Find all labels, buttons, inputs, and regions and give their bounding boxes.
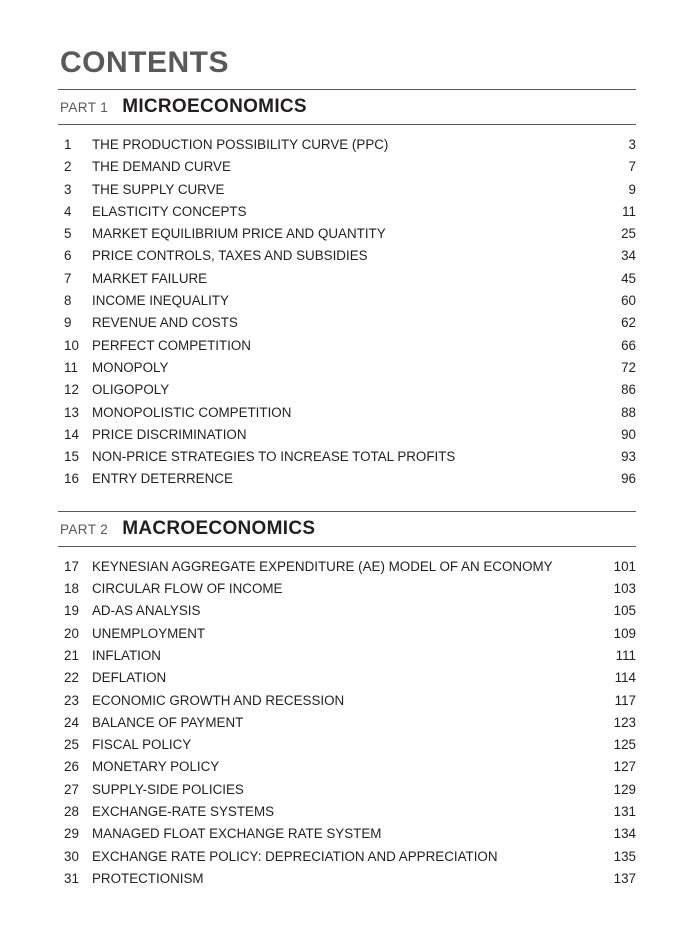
toc-entry-title: THE SUPPLY CURVE <box>92 181 225 197</box>
toc-entry-number: 11 <box>64 359 78 375</box>
toc-entry-page: 109 <box>613 625 636 641</box>
toc-entry-number: 16 <box>64 471 79 487</box>
toc-entry[interactable] <box>58 734 636 756</box>
toc-entry-page: 66 <box>621 337 636 353</box>
toc-entry[interactable] <box>58 379 636 401</box>
toc-entry[interactable] <box>58 645 636 667</box>
toc-entry-page: 90 <box>621 426 636 442</box>
section-spacer <box>58 491 636 505</box>
toc-entry[interactable] <box>58 268 636 290</box>
toc-entry-title: REVENUE AND COSTS <box>92 315 238 331</box>
toc-entry-title: PRICE DISCRIMINATION <box>92 426 247 442</box>
toc-entry-number: 15 <box>64 449 79 465</box>
toc-list-part-2 <box>58 556 636 890</box>
page-title: CONTENTS <box>60 46 229 79</box>
toc-entry-title: MARKET FAILURE <box>92 270 208 286</box>
toc-entry-title: ECONOMIC GROWTH AND RECESSION <box>92 692 345 708</box>
toc-entry-number: 13 <box>64 404 79 420</box>
toc-entry-title: AD-AS ANALYSIS <box>92 603 201 619</box>
toc-entry-title: MARKET EQUILIBRIUM PRICE AND QUANTITY <box>92 226 386 242</box>
toc-entry-number: 2 <box>64 159 72 175</box>
toc-entry[interactable] <box>58 600 636 622</box>
toc-entry[interactable] <box>58 245 636 267</box>
toc-entry[interactable] <box>58 667 636 689</box>
toc-entry[interactable] <box>58 446 636 468</box>
toc-entry-page: 96 <box>621 471 636 487</box>
toc-entry-number: 18 <box>64 581 79 597</box>
toc-entry-title: DEFLATION <box>92 670 167 686</box>
part-label: PART 1 <box>60 100 109 115</box>
toc-entry[interactable] <box>58 846 636 868</box>
toc-entry-number: 30 <box>64 848 79 864</box>
part-name: MICROECONOMICS <box>122 96 307 117</box>
toc-entry[interactable] <box>58 801 636 823</box>
toc-entry-page: 93 <box>621 449 636 465</box>
toc-entry-number: 24 <box>64 714 79 730</box>
toc-entry-number: 17 <box>64 558 79 574</box>
toc-entry-page: 7 <box>628 159 636 175</box>
toc-entry-number: 20 <box>64 625 79 641</box>
toc-entry-title: OLIGOPOLY <box>92 382 170 398</box>
toc-entry-page: 123 <box>613 714 636 730</box>
toc-entry-number: 8 <box>64 293 72 309</box>
toc-entry-number: 12 <box>64 382 79 398</box>
toc-entry-page: 72 <box>621 359 636 375</box>
toc-entry[interactable] <box>58 290 636 312</box>
toc-entry[interactable] <box>58 179 636 201</box>
toc-entry[interactable] <box>58 756 636 778</box>
part-label: PART 2 <box>60 521 109 537</box>
toc-entry-title: INCOME INEQUALITY <box>92 293 229 309</box>
toc-entry-number: 5 <box>64 226 72 242</box>
toc-entry-title: KEYNESIAN AGGREGATE EXPENDITURE (AE) MODEL OF AN ECONOMY <box>92 558 553 574</box>
toc-entry-title: FISCAL POLICY <box>92 737 192 753</box>
toc-entry-page: 60 <box>621 293 636 309</box>
toc-entry-title: THE DEMAND CURVE <box>92 159 231 175</box>
toc-entry[interactable] <box>58 223 636 245</box>
toc-entry-number: 27 <box>64 781 79 797</box>
toc-entry-title: SUPPLY-SIDE POLICIES <box>92 781 244 797</box>
toc-entry[interactable] <box>58 357 636 379</box>
toc-entry-page: 86 <box>621 382 636 398</box>
toc-entry-page: 105 <box>613 603 636 619</box>
toc-entry-page: 131 <box>613 804 636 820</box>
part-header-2 <box>58 511 636 547</box>
toc-entry-page: 134 <box>613 826 636 842</box>
toc-entry-title: NON-PRICE STRATEGIES TO INCREASE TOTAL PROFITS <box>92 449 456 465</box>
toc-entry-title: ENTRY DETERRENCE <box>92 471 233 487</box>
toc-entry-page: 9 <box>628 181 636 197</box>
toc-entry-title: MONETARY POLICY <box>92 759 220 775</box>
toc-entry[interactable] <box>58 578 636 600</box>
toc-entry-number: 3 <box>64 181 72 197</box>
part-header-1 <box>58 89 636 125</box>
toc-entry-title: MONOPOLISTIC COMPETITION <box>92 404 292 420</box>
toc-entry-title: PERFECT COMPETITION <box>92 337 251 353</box>
toc-entry-number: 31 <box>64 870 79 886</box>
toc-entry-title: PRICE CONTROLS, TAXES AND SUBSIDIES <box>92 248 368 264</box>
toc-entry-page: 135 <box>613 848 636 864</box>
toc-entry-title: BALANCE OF PAYMENT <box>92 714 244 730</box>
toc-entry[interactable] <box>58 623 636 645</box>
toc-entry-page: 88 <box>621 404 636 420</box>
toc-entry-page: 45 <box>621 270 636 286</box>
toc-entry-title: PROTECTIONISM <box>92 870 204 886</box>
toc-entry-page: 11 <box>622 203 636 219</box>
toc-entry[interactable] <box>58 201 636 223</box>
toc-entry-title: EXCHANGE-RATE SYSTEMS <box>92 804 275 820</box>
toc-entry-number: 7 <box>64 270 72 286</box>
toc-entry[interactable] <box>58 712 636 734</box>
toc-entry-number: 21 <box>64 647 79 663</box>
toc-entry-title: MANAGED FLOAT EXCHANGE RATE SYSTEM <box>92 826 382 842</box>
toc-entry-number: 1 <box>64 137 72 152</box>
toc-entry-page: 103 <box>613 581 636 597</box>
toc-entry-number: 4 <box>64 203 72 219</box>
toc-entry-page: 125 <box>613 737 636 753</box>
toc-entry[interactable] <box>58 335 636 357</box>
toc-entry[interactable] <box>58 868 636 890</box>
toc-entry-page: 34 <box>621 248 636 264</box>
toc-entry-page: 137 <box>613 870 636 886</box>
toc-entry[interactable] <box>58 690 636 712</box>
toc-entry-number: 9 <box>64 315 72 331</box>
toc-entry-number: 22 <box>64 670 79 686</box>
toc-entry[interactable] <box>58 312 636 334</box>
toc-entry-title: UNEMPLOYMENT <box>92 625 206 641</box>
toc-entry-page: 62 <box>621 315 636 331</box>
toc-entry-page: 117 <box>614 692 636 708</box>
toc-entry-number: 25 <box>64 737 79 753</box>
toc-entry-number: 6 <box>64 248 72 264</box>
toc-entry-title: CIRCULAR FLOW OF INCOME <box>92 581 283 597</box>
toc-entry-title: INFLATION <box>92 647 161 663</box>
toc-entry[interactable] <box>58 156 636 178</box>
toc-entry-number: 29 <box>64 826 79 842</box>
toc-entry-page: 114 <box>614 670 636 686</box>
toc-entry[interactable] <box>58 468 636 490</box>
toc-entry-page: 101 <box>613 558 636 574</box>
toc-entry[interactable] <box>58 779 636 801</box>
toc-entry-page: 111 <box>615 647 636 663</box>
toc-entry-title: ELASTICITY CONCEPTS <box>92 203 247 219</box>
toc-entry-title: MONOPOLY <box>92 359 169 375</box>
toc-entry-number: 19 <box>64 603 79 619</box>
toc-entry[interactable] <box>58 134 636 156</box>
toc-list-part-1 <box>58 134 636 491</box>
toc-entry[interactable] <box>58 402 636 424</box>
toc-entry-title: EXCHANGE RATE POLICY: DEPRECIATION AND APPRECIATION <box>92 848 498 864</box>
toc-entry-number: 28 <box>64 804 79 820</box>
toc-entry-page: 127 <box>613 759 636 775</box>
toc-entry-number: 23 <box>64 692 79 708</box>
toc-entry-number: 10 <box>64 337 79 353</box>
toc-entry-number: 14 <box>64 426 79 442</box>
toc-entry[interactable] <box>58 823 636 845</box>
toc-entry[interactable] <box>58 556 636 578</box>
toc-entry-page: 3 <box>628 137 636 152</box>
part-name: MACROECONOMICS <box>122 517 316 539</box>
toc-entry-number: 26 <box>64 759 79 775</box>
toc-entry-title: THE PRODUCTION POSSIBILITY CURVE (PPC) <box>92 137 389 152</box>
toc-entry[interactable] <box>58 424 636 446</box>
toc-entry-page: 129 <box>613 781 636 797</box>
toc-entry-page: 25 <box>621 226 636 242</box>
